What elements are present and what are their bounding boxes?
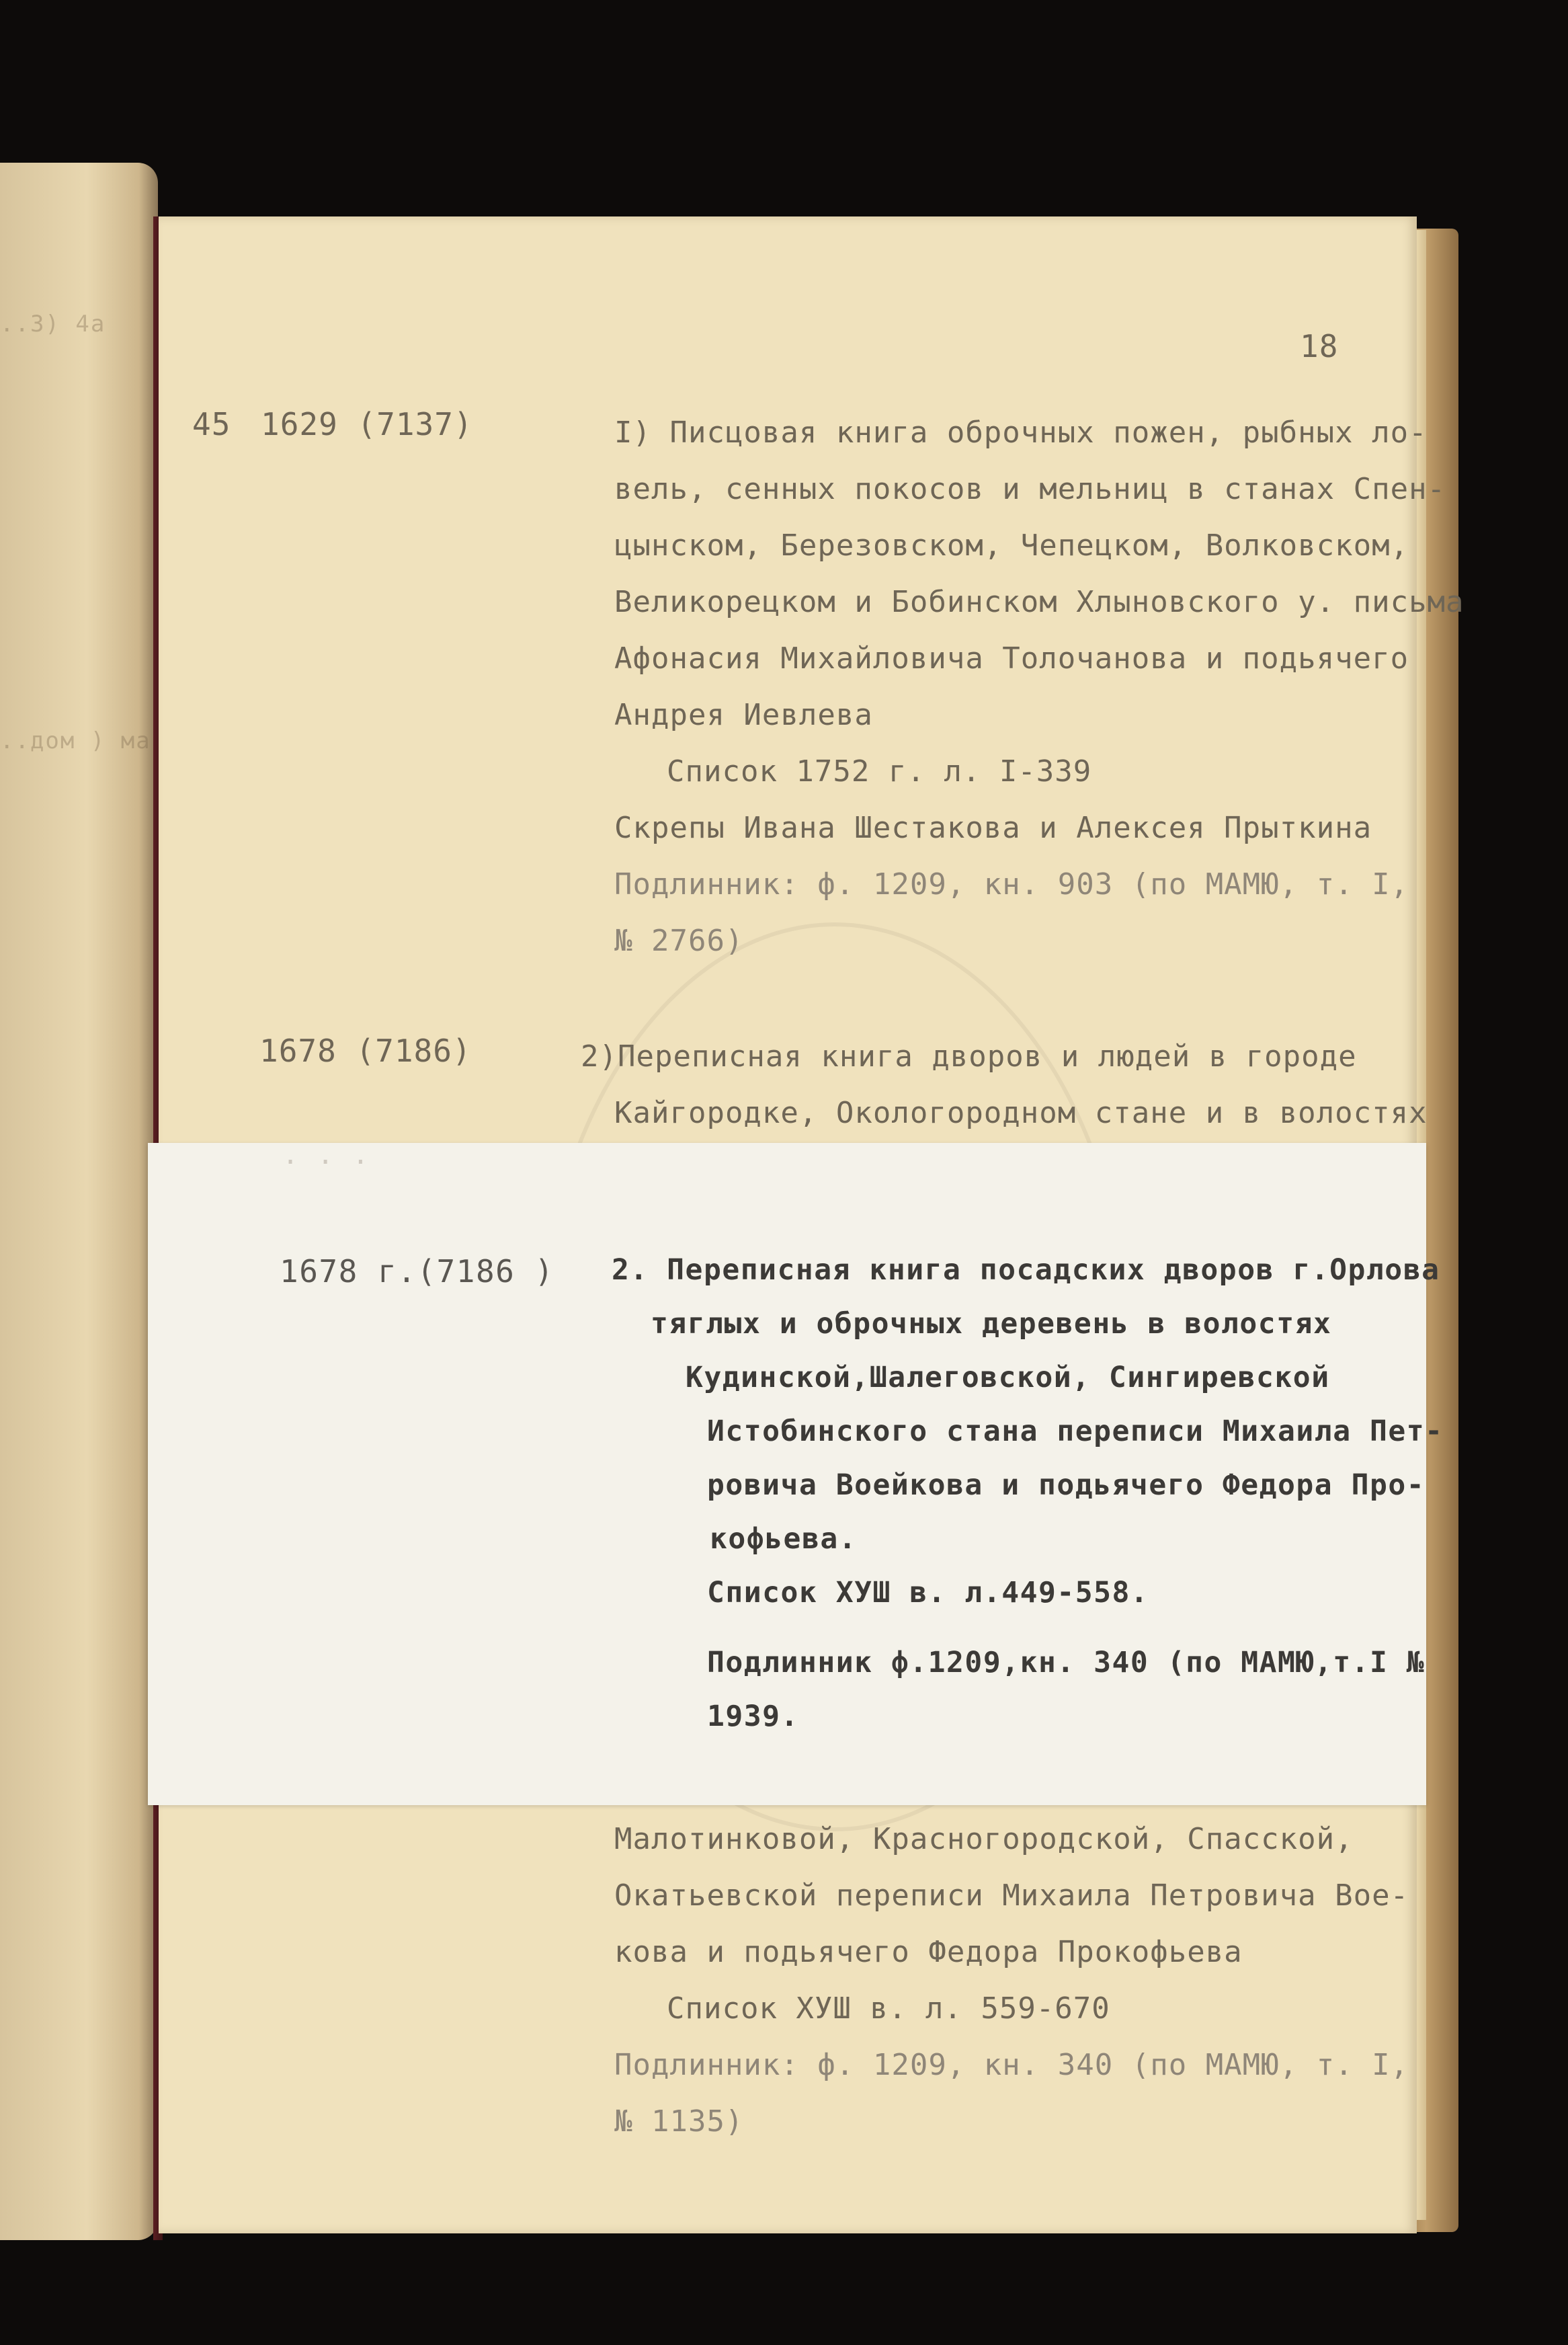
slip-show-through: · · · bbox=[282, 1147, 370, 1178]
entry-copy-note: Список 1752 г. л. I-339 bbox=[667, 754, 1092, 789]
continuation-original-ref: № 1135) bbox=[614, 2104, 744, 2139]
entry-text-line: I) Писцовая книга оброчных пожен, рыбных ло- bbox=[614, 415, 1428, 450]
entry-original-ref: № 2766) bbox=[614, 924, 744, 958]
continuation-line: Окатьевской переписи Михаила Петровича Вое- bbox=[614, 1878, 1409, 1913]
entry-text-line: Великорецком и Бобинском Хлыновского у. письма bbox=[614, 585, 1464, 619]
entry-original-ref: Подлинник: ф. 1209, кн. 903 (по МАМЮ, т. I, bbox=[614, 867, 1409, 902]
entry-text-line: Афонасия Михайловича Толочанова и подьячего bbox=[614, 641, 1409, 676]
insert-date: 1678 г.(7186 ) bbox=[280, 1253, 554, 1289]
insert-original-ref: 1939. bbox=[707, 1700, 799, 1733]
entry-text-line: Андрея Иевлева bbox=[614, 698, 873, 732]
continuation-copy-note: Список ХУШ в. л. 559-670 bbox=[667, 1991, 1110, 2026]
pasted-correction-slip bbox=[148, 1143, 1444, 1805]
insert-text-line: тяглых и оброчных деревень в волостях bbox=[651, 1307, 1332, 1341]
entry-date: 1629 (7137) bbox=[261, 406, 473, 442]
entry-date: 1678 (7186) bbox=[259, 1033, 472, 1069]
left-facing-page: ..3) 4а ..дом ) ма bbox=[0, 163, 158, 2240]
insert-original-ref: Подлинник ф.1209,кн. 340 (по МАМЮ,т.I № bbox=[707, 1646, 1426, 1679]
insert-text-line: Истобинского стана переписи Михаила Пет- bbox=[707, 1415, 1444, 1448]
entry-index: 45 bbox=[192, 406, 231, 442]
page-number: 18 bbox=[1300, 328, 1339, 364]
entry-text-line: цынском, Березовском, Чепецком, Волковском, bbox=[614, 528, 1409, 563]
insert-text-line: 2. Переписная книга посадских дворов г.Орлова bbox=[612, 1253, 1440, 1287]
continuation-original-ref: Подлинник: ф. 1209, кн. 340 (по МАМЮ, т. I, bbox=[614, 2048, 1409, 2082]
entry-text-line: Скрепы Ивана Шестакова и Алексея Прыткина bbox=[614, 811, 1372, 845]
entry-text-line: Кайгородке, Окологородном стане и в волостях bbox=[614, 1096, 1428, 1130]
insert-text-line: кофьева. bbox=[710, 1522, 858, 1556]
insert-copy-note: Список ХУШ в. л.449-558. bbox=[707, 1576, 1149, 1609]
continuation-line: Малотинковой, Красногородской, Спасской, bbox=[614, 1822, 1354, 1856]
entry-text-line: вель, сенных покосов и мельниц в станах Спен- bbox=[614, 472, 1446, 506]
entry-text-line: 2)Переписная книга дворов и людей в городе bbox=[581, 1039, 1357, 1074]
continuation-line: кова и подьячего Федора Прокофьева bbox=[614, 1935, 1243, 1969]
insert-text-line: Кудинской,Шалеговской, Сингиревской bbox=[686, 1361, 1330, 1394]
insert-text-line: ровича Воейкова и подьячего Федора Про- bbox=[707, 1468, 1426, 1502]
